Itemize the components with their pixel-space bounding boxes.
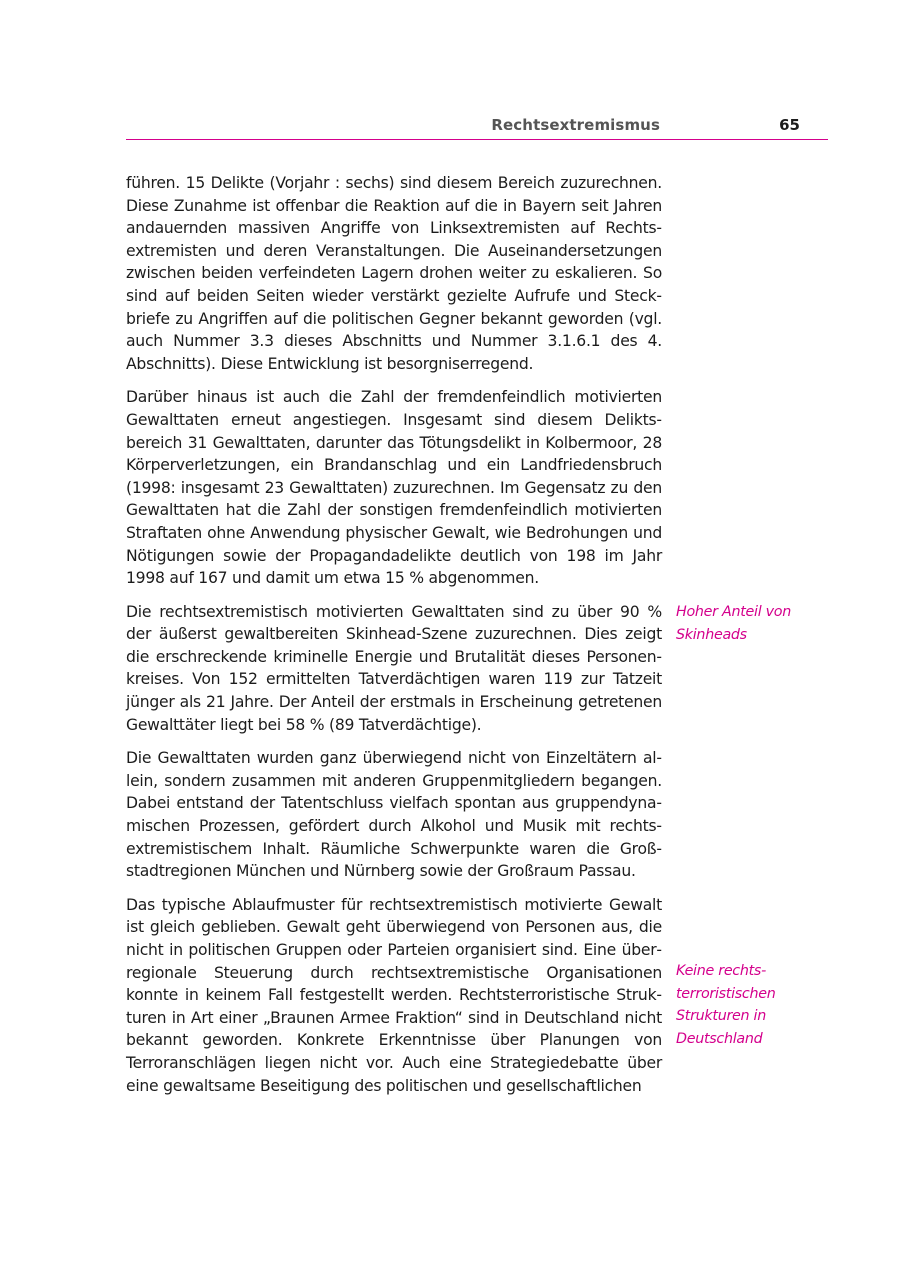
paragraph: führen. 15 Delikte (Vorjahr : sechs) sind diesem Bereich zuzurechnen. Diese Zunahme ist offenbar die Reaktion auf die in Bayern seit Jahren andauernden massiven Angriffe von Linksextremisten auf Rechtsextremisten und deren Veranstaltungen. Die Auseinandersetzungen zwischen beiden verfeindeten Lagern drohen weiter zu eskalieren. So sind auf beiden Seiten wieder verstärkt gezielte Aufrufe und Steckbriefe zu Angriffen auf die politischen Gegner bekannt geworden (vgl. auch Nummer 3.3 dieses Abschnitts und Nummer 3.1.6.1 des 4. Abschnitts). Diese Entwicklung ist besorgniserregend. [126,174,662,373]
running-header [126,112,828,138]
main-text [126,172,662,1108]
paragraph: Das typische Ablaufmuster für rechtsextremistisch motivierte Gewalt ist gleich geblieben. Gewalt geht überwiegend von Personen aus, die nicht in politischen Gruppen oder Parteien organisiert sind. Eine überregionale Steuerung durch rechtsextremistische Organisationen konnte in keinem Fall festgestellt werden. Rechtsterroristische Strukturen in Art einer „Braunen Armee Fraktion“ sind in Deutschland nicht bekannt geworden. Konkrete Erkenntnisse über Planungen von Terroranschlägen liegen nicht vor. Auch eine Strategiedebatte über eine gewaltsame Beseitigung des politischen und gesellschaftlichen [126,895,662,1095]
paragraph: Die Gewalttaten wurden ganz überwiegend nicht von Einzeltätern allein, sondern zusammen mit anderen Gruppenmitgliedern begangen. Dabei entstand der Tatentschluss vielfach spontan aus gruppendynamischen Prozessen, gefördert durch Alkohol und Musik mit rechtsextremistischem Inhalt. Räumliche Schwerpunkte waren die Großstadtregionen München und Nürnberg sowie der Großraum Passau. [126,749,662,881]
paragraph: Darüber hinaus ist auch die Zahl der fremdenfeindlich motivierten Gewalttaten erneut angestiegen. Insgesamt sind diesem Deliktsbereich 31 Gewalttaten, darunter das Tötungsdelikt in Kolbermoor, 28 Körperverletzungen, ein Brandanschlag und ein Landfriedensbruch (1998: insgesamt 23 Gewalttaten) zuzurechnen. Im Gegensatz zu den Gewalttaten hat die Zahl der sonstigen fremdenfeindlich motivierten Straftaten ohne Anwendung physischer Gewalt, wie Bedrohungen und Nötigungen sowie der Propagandadelikte deutlich von 198 im Jahr 1998 auf 167 und damit um etwa 15 % abgenommen. [126,388,662,588]
header-rule [126,139,828,140]
section-title: Rechtsextremismus [491,116,660,134]
margin-note-skinheads: Hoher Anteil von Skinheads [676,604,791,643]
page-number: 65 [779,116,800,134]
margin-note-terrorism: Keine rechtsterroristischen Strukturen in Deutschland [676,963,776,1047]
paragraph: Die rechtsextremistisch motivierten Gewalttaten sind zu über 90 % der äußerst gewaltbereiten Skinhead-Szene zuzurechnen. Dies zeigt die erschreckende kriminelle Energie und Brutalität dieses Personenkreises. Von 152 ermittelten Tatverdächtigen waren 119 zur Tatzeit jünger als 21 Jahre. Der Anteil der erstmals in Erscheinung getretenen Gewalttäter liegt bei 58 % (89 Tatverdächtige). [126,602,662,734]
